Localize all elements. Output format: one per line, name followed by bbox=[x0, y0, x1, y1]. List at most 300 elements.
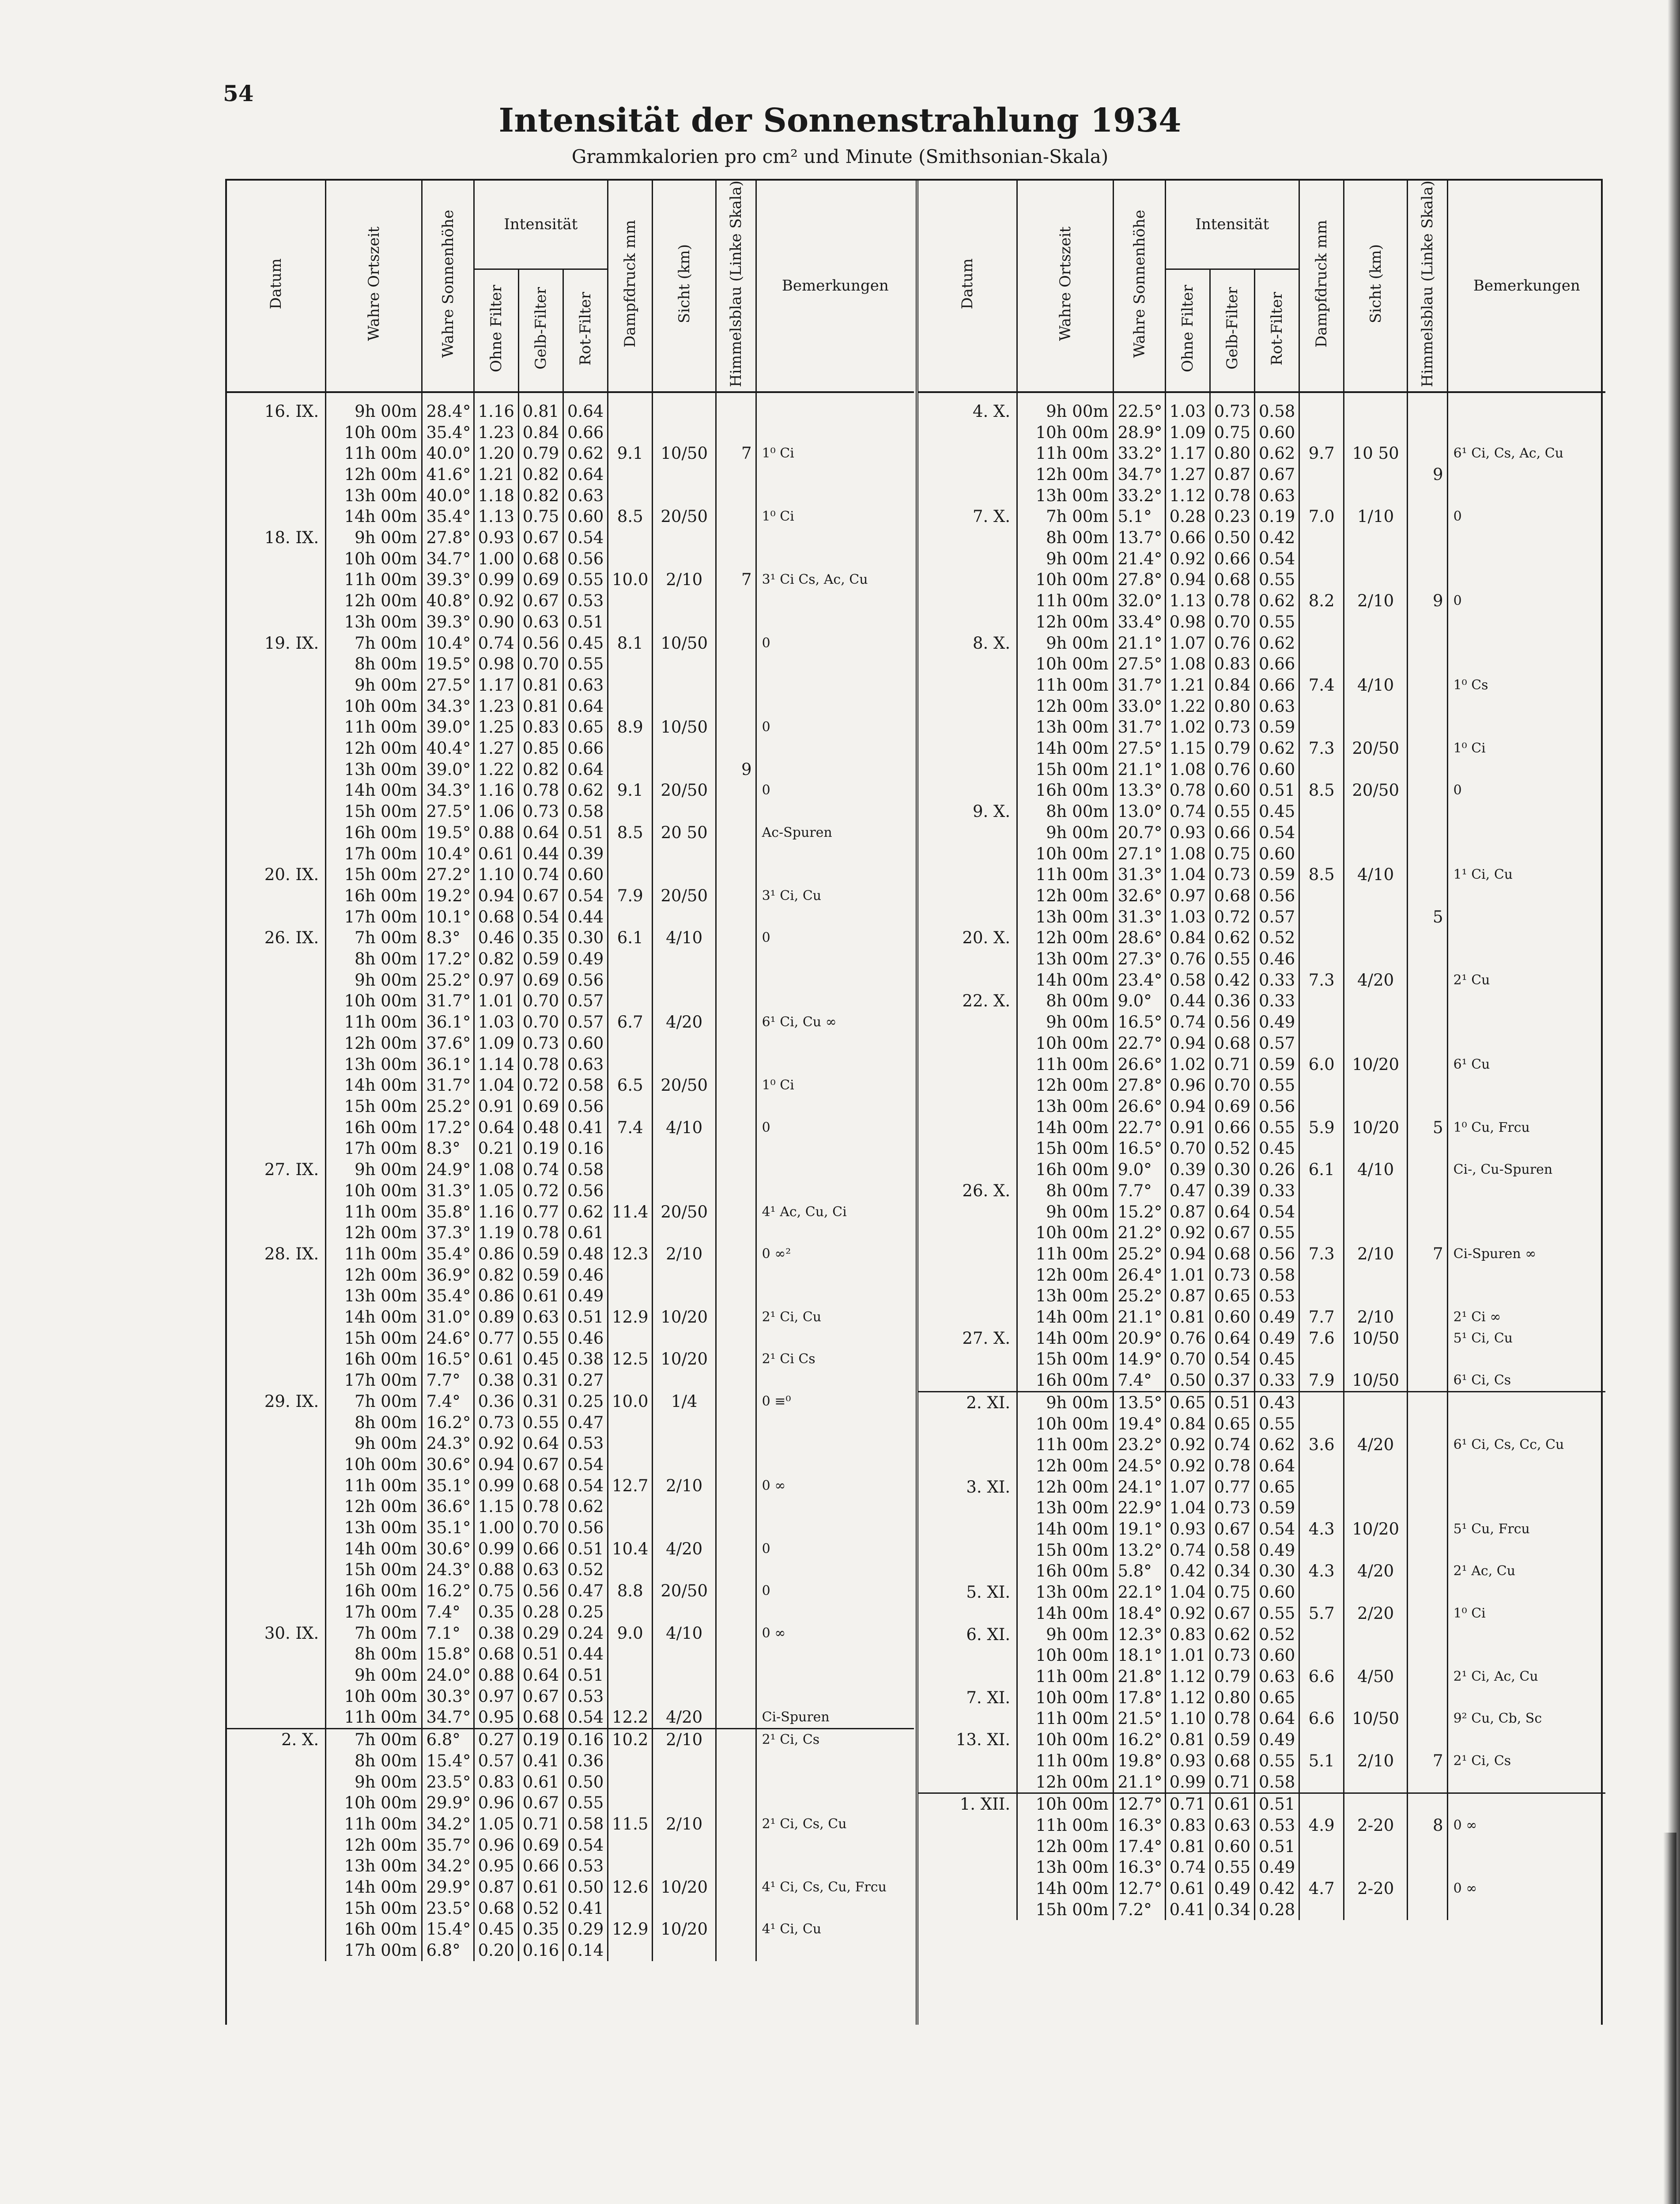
cell-ohne-filter: 0.96 bbox=[474, 1792, 518, 1814]
cell-sonnenhoehe: 16.5° bbox=[1114, 1012, 1165, 1033]
cell-dampfdruck: 5.1 bbox=[1299, 1750, 1344, 1772]
cell-sicht: 10/50 bbox=[1344, 1328, 1408, 1349]
cell-ohne-filter: 0.70 bbox=[1165, 1138, 1210, 1159]
cell-ohne-filter: 0.61 bbox=[474, 1349, 518, 1370]
cell-date bbox=[227, 801, 326, 822]
cell-ohne-filter: 1.04 bbox=[1165, 1582, 1210, 1603]
cell-rot-filter: 0.39 bbox=[563, 843, 608, 865]
cell-himmelsblau bbox=[1408, 970, 1448, 991]
header-gelb-filter: Gelb-Filter bbox=[518, 269, 563, 392]
cell-rot-filter: 0.59 bbox=[1254, 717, 1299, 738]
cell-dampfdruck bbox=[1299, 1540, 1344, 1561]
cell-rot-filter: 0.14 bbox=[563, 1940, 608, 1961]
cell-sicht bbox=[653, 548, 716, 570]
cell-dampfdruck bbox=[1299, 1414, 1344, 1435]
cell-himmelsblau bbox=[1408, 1159, 1448, 1180]
cell-ohne-filter: 1.02 bbox=[1165, 1054, 1210, 1075]
cell-dampfdruck: 12.9 bbox=[608, 1307, 653, 1328]
cell-ohne-filter: 1.12 bbox=[1165, 485, 1210, 507]
cell-date bbox=[227, 1033, 326, 1054]
cell-himmelsblau bbox=[716, 843, 756, 865]
table-half-left bbox=[227, 181, 914, 2025]
cell-sonnenhoehe: 21.1° bbox=[1114, 759, 1165, 780]
cell-bemerkungen bbox=[1447, 1202, 1605, 1223]
page-subtitle: Grammkalorien pro cm² und Minute (Smithsonian-Skala) bbox=[571, 146, 1109, 167]
cell-dampfdruck: 12.7 bbox=[608, 1475, 653, 1497]
cell-time: 16h 00m bbox=[326, 1117, 422, 1138]
cell-dampfdruck bbox=[1299, 464, 1344, 485]
cell-gelb-filter: 0.50 bbox=[1210, 527, 1254, 548]
cell-time: 13h 00m bbox=[1017, 1857, 1114, 1878]
cell-time: 10h 00m bbox=[326, 1180, 422, 1202]
cell-gelb-filter: 0.59 bbox=[518, 949, 563, 970]
cell-rot-filter: 0.50 bbox=[563, 1877, 608, 1898]
table-row bbox=[227, 738, 914, 759]
cell-sonnenhoehe: 35.4° bbox=[422, 1244, 474, 1265]
cell-gelb-filter: 0.29 bbox=[518, 1623, 563, 1644]
cell-time: 14h 00m bbox=[1017, 1878, 1114, 1899]
cell-ohne-filter: 1.04 bbox=[1165, 864, 1210, 885]
cell-sonnenhoehe: 9.0° bbox=[1114, 1159, 1165, 1180]
cell-ohne-filter: 0.68 bbox=[474, 1898, 518, 1919]
cell-rot-filter: 0.52 bbox=[1254, 1624, 1299, 1645]
cell-ohne-filter: 0.94 bbox=[1165, 569, 1210, 590]
cell-time: 10h 00m bbox=[1017, 1729, 1114, 1750]
cell-ohne-filter: 1.03 bbox=[1165, 392, 1210, 422]
cell-time: 12h 00m bbox=[326, 590, 422, 612]
cell-gelb-filter: 0.68 bbox=[1210, 1750, 1254, 1772]
cell-sicht bbox=[1344, 1138, 1408, 1159]
cell-dampfdruck bbox=[608, 1602, 653, 1623]
cell-sonnenhoehe: 31.0° bbox=[422, 1307, 474, 1328]
cell-time: 11h 00m bbox=[1017, 1244, 1114, 1265]
cell-gelb-filter: 0.56 bbox=[518, 633, 563, 654]
cell-sonnenhoehe: 24.5° bbox=[1114, 1455, 1165, 1477]
cell-date bbox=[918, 1899, 1017, 1920]
cell-rot-filter: 0.55 bbox=[563, 569, 608, 590]
cell-dampfdruck bbox=[1299, 1138, 1344, 1159]
cell-himmelsblau bbox=[1408, 485, 1448, 507]
cell-sicht bbox=[653, 696, 716, 717]
cell-time: 14h 00m bbox=[326, 1075, 422, 1096]
cell-himmelsblau bbox=[716, 1033, 756, 1054]
cell-gelb-filter: 0.35 bbox=[518, 927, 563, 949]
cell-dampfdruck: 7.9 bbox=[608, 885, 653, 907]
cell-ohne-filter: 0.95 bbox=[474, 1707, 518, 1728]
cell-dampfdruck bbox=[608, 612, 653, 633]
cell-sonnenhoehe: 5.1° bbox=[1114, 506, 1165, 527]
cell-sicht bbox=[1344, 1645, 1408, 1666]
cell-gelb-filter: 0.70 bbox=[518, 1012, 563, 1033]
cell-gelb-filter: 0.68 bbox=[518, 1475, 563, 1497]
cell-time: 8h 00m bbox=[326, 654, 422, 675]
cell-himmelsblau bbox=[716, 1433, 756, 1454]
cell-dampfdruck bbox=[608, 801, 653, 822]
table-row bbox=[918, 907, 1605, 928]
cell-dampfdruck bbox=[1299, 1836, 1344, 1857]
cell-date bbox=[227, 990, 326, 1012]
cell-sonnenhoehe: 24.3° bbox=[422, 1433, 474, 1454]
cell-rot-filter: 0.54 bbox=[563, 527, 608, 548]
cell-date bbox=[227, 1180, 326, 1202]
cell-time: 14h 00m bbox=[326, 1877, 422, 1898]
cell-date bbox=[918, 696, 1017, 717]
table-row bbox=[918, 801, 1605, 822]
cell-rot-filter: 0.49 bbox=[563, 949, 608, 970]
cell-sonnenhoehe: 21.8° bbox=[1114, 1666, 1165, 1687]
cell-gelb-filter: 0.48 bbox=[518, 1117, 563, 1138]
cell-dampfdruck bbox=[608, 1559, 653, 1580]
cell-dampfdruck bbox=[1299, 422, 1344, 443]
cell-sonnenhoehe: 27.5° bbox=[1114, 654, 1165, 675]
cell-date bbox=[227, 1202, 326, 1223]
cell-date bbox=[918, 1054, 1017, 1075]
cell-sonnenhoehe: 35.1° bbox=[422, 1475, 474, 1497]
cell-gelb-filter: 0.61 bbox=[518, 1772, 563, 1793]
cell-dampfdruck bbox=[608, 1686, 653, 1707]
cell-date bbox=[918, 464, 1017, 485]
cell-sonnenhoehe: 10.4° bbox=[422, 633, 474, 654]
cell-sicht bbox=[1344, 1729, 1408, 1750]
cell-gelb-filter: 0.70 bbox=[518, 654, 563, 675]
table-row bbox=[918, 1222, 1605, 1244]
table-row bbox=[918, 1075, 1605, 1096]
cell-date bbox=[227, 1012, 326, 1033]
cell-sicht bbox=[653, 1835, 716, 1856]
cell-bemerkungen bbox=[756, 1559, 914, 1580]
cell-time: 12h 00m bbox=[1017, 696, 1114, 717]
cell-bemerkungen bbox=[756, 1454, 914, 1475]
cell-date: 2. XI. bbox=[918, 1391, 1017, 1413]
cell-sicht bbox=[1344, 1793, 1408, 1815]
cell-time: 16h 00m bbox=[326, 1580, 422, 1602]
cell-time: 9h 00m bbox=[1017, 1624, 1114, 1645]
cell-time: 10h 00m bbox=[1017, 1793, 1114, 1815]
cell-himmelsblau bbox=[716, 738, 756, 759]
cell-bemerkungen bbox=[1447, 696, 1605, 717]
table-row bbox=[227, 1559, 914, 1580]
table-row bbox=[227, 864, 914, 885]
cell-himmelsblau bbox=[716, 1919, 756, 1940]
cell-time: 15h 00m bbox=[326, 1898, 422, 1919]
table-row bbox=[227, 1835, 914, 1856]
cell-ohne-filter: 0.57 bbox=[474, 1750, 518, 1772]
cell-sonnenhoehe: 24.0° bbox=[422, 1665, 474, 1686]
cell-himmelsblau bbox=[716, 1707, 756, 1728]
cell-gelb-filter: 0.81 bbox=[518, 675, 563, 696]
cell-gelb-filter: 0.68 bbox=[1210, 1244, 1254, 1265]
cell-gelb-filter: 0.42 bbox=[1210, 970, 1254, 991]
cell-gelb-filter: 0.83 bbox=[1210, 654, 1254, 675]
cell-time: 11h 00m bbox=[1017, 1054, 1114, 1075]
cell-rot-filter: 0.58 bbox=[1254, 1772, 1299, 1793]
cell-sicht bbox=[653, 1433, 716, 1454]
cell-himmelsblau bbox=[1408, 1414, 1448, 1435]
cell-gelb-filter: 0.75 bbox=[518, 506, 563, 527]
cell-ohne-filter: 0.92 bbox=[1165, 1434, 1210, 1455]
cell-bemerkungen bbox=[1447, 569, 1605, 590]
cell-ohne-filter: 1.04 bbox=[474, 1075, 518, 1096]
table-row bbox=[918, 738, 1605, 759]
cell-sicht bbox=[653, 759, 716, 780]
cell-ohne-filter: 1.23 bbox=[474, 696, 518, 717]
cell-sicht bbox=[653, 1856, 716, 1877]
cell-dampfdruck: 5.7 bbox=[1299, 1603, 1344, 1624]
cell-dampfdruck bbox=[608, 1856, 653, 1877]
cell-time: 12h 00m bbox=[1017, 927, 1114, 949]
cell-gelb-filter: 0.76 bbox=[1210, 759, 1254, 780]
cell-sonnenhoehe: 19.5° bbox=[422, 822, 474, 843]
cell-bemerkungen: 0 ∞² bbox=[762, 1246, 791, 1262]
cell-rot-filter: 0.51 bbox=[563, 1539, 608, 1560]
cell-sonnenhoehe: 41.6° bbox=[422, 464, 474, 485]
cell-himmelsblau bbox=[716, 1940, 756, 1961]
cell-himmelsblau bbox=[716, 801, 756, 822]
cell-ohne-filter: 0.27 bbox=[474, 1729, 518, 1750]
cell-rot-filter: 0.58 bbox=[563, 1814, 608, 1835]
cell-rot-filter: 0.60 bbox=[1254, 843, 1299, 865]
cell-sicht bbox=[653, 949, 716, 970]
cell-date bbox=[227, 1665, 326, 1686]
cell-sicht: 2/10 bbox=[1344, 1244, 1408, 1265]
cell-date bbox=[918, 1434, 1017, 1455]
cell-sicht: 2/10 bbox=[653, 1475, 716, 1497]
table-row bbox=[227, 506, 914, 527]
cell-sonnenhoehe: 12.7° bbox=[1114, 1793, 1165, 1815]
cell-bemerkungen bbox=[756, 1328, 914, 1349]
cell-himmelsblau bbox=[716, 1012, 756, 1033]
cell-himmelsblau bbox=[1408, 506, 1448, 527]
cell-rot-filter: 0.51 bbox=[563, 1665, 608, 1686]
cell-sonnenhoehe: 30.3° bbox=[422, 1686, 474, 1707]
cell-gelb-filter: 0.64 bbox=[518, 1665, 563, 1686]
cell-date bbox=[227, 675, 326, 696]
cell-dampfdruck bbox=[1299, 392, 1344, 422]
cell-rot-filter: 0.55 bbox=[1254, 569, 1299, 590]
cell-ohne-filter: 1.01 bbox=[474, 990, 518, 1012]
cell-dampfdruck bbox=[1299, 949, 1344, 970]
cell-gelb-filter: 0.73 bbox=[518, 1033, 563, 1054]
cell-time: 17h 00m bbox=[326, 1940, 422, 1961]
cell-dampfdruck bbox=[1299, 1582, 1344, 1603]
table-row bbox=[918, 654, 1605, 675]
cell-time: 16h 00m bbox=[1017, 780, 1114, 801]
cell-date bbox=[227, 717, 326, 738]
cell-date: 26. IX. bbox=[227, 927, 326, 949]
table-row bbox=[918, 1666, 1605, 1687]
cell-bemerkungen bbox=[756, 548, 914, 570]
cell-sicht bbox=[653, 464, 716, 485]
cell-sonnenhoehe: 26.6° bbox=[1114, 1054, 1165, 1075]
cell-rot-filter: 0.56 bbox=[1254, 885, 1299, 907]
cell-ohne-filter: 0.39 bbox=[1165, 1159, 1210, 1180]
cell-gelb-filter: 0.76 bbox=[1210, 633, 1254, 654]
cell-gelb-filter: 0.51 bbox=[1210, 1391, 1254, 1413]
cell-gelb-filter: 0.51 bbox=[518, 1644, 563, 1665]
cell-gelb-filter: 0.75 bbox=[1210, 1582, 1254, 1603]
cell-gelb-filter: 0.61 bbox=[518, 1285, 563, 1307]
cell-dampfdruck: 6.6 bbox=[1299, 1666, 1344, 1687]
cell-gelb-filter: 0.52 bbox=[1210, 1138, 1254, 1159]
cell-ohne-filter: 0.92 bbox=[474, 590, 518, 612]
cell-rot-filter: 0.62 bbox=[1254, 738, 1299, 759]
cell-sicht bbox=[1344, 422, 1408, 443]
table-row bbox=[918, 927, 1605, 949]
table-row bbox=[227, 569, 914, 590]
cell-dampfdruck: 7.7 bbox=[1299, 1307, 1344, 1328]
cell-sicht: 4/10 bbox=[653, 927, 716, 949]
cell-dampfdruck: 8.5 bbox=[608, 822, 653, 843]
cell-dampfdruck: 7.3 bbox=[1299, 738, 1344, 759]
cell-date bbox=[227, 1856, 326, 1877]
cell-dampfdruck: 4.3 bbox=[1299, 1519, 1344, 1540]
cell-date: 7. X. bbox=[918, 506, 1017, 527]
cell-sonnenhoehe: 9.0° bbox=[1114, 990, 1165, 1012]
cell-date bbox=[918, 1012, 1017, 1033]
cell-sicht bbox=[1344, 654, 1408, 675]
cell-bemerkungen bbox=[756, 1856, 914, 1877]
cell-sicht bbox=[653, 843, 716, 865]
cell-gelb-filter: 0.75 bbox=[1210, 843, 1254, 865]
cell-ohne-filter: 0.76 bbox=[1165, 1328, 1210, 1349]
cell-rot-filter: 0.30 bbox=[1254, 1561, 1299, 1582]
cell-sicht bbox=[653, 1644, 716, 1665]
table-row bbox=[227, 822, 914, 843]
cell-gelb-filter: 0.67 bbox=[1210, 1222, 1254, 1244]
table-row bbox=[918, 1708, 1605, 1729]
cell-rot-filter: 0.58 bbox=[1254, 392, 1299, 422]
cell-date bbox=[227, 1898, 326, 1919]
cell-date bbox=[227, 1750, 326, 1772]
cell-bemerkungen bbox=[1447, 717, 1605, 738]
cell-gelb-filter: 0.31 bbox=[518, 1391, 563, 1412]
cell-dampfdruck bbox=[608, 485, 653, 507]
cell-date bbox=[227, 822, 326, 843]
cell-rot-filter: 0.16 bbox=[563, 1729, 608, 1750]
cell-rot-filter: 0.65 bbox=[563, 717, 608, 738]
cell-time: 11h 00m bbox=[326, 1814, 422, 1835]
cell-bemerkungen: 1⁰ Cu, Frcu bbox=[1453, 1119, 1530, 1135]
cell-rot-filter: 0.45 bbox=[563, 633, 608, 654]
cell-time: 9h 00m bbox=[1017, 1202, 1114, 1223]
cell-bemerkungen bbox=[756, 949, 914, 970]
cell-time: 13h 00m bbox=[1017, 1285, 1114, 1307]
table-row bbox=[918, 1012, 1605, 1033]
cell-bemerkungen bbox=[756, 864, 914, 885]
cell-date: 9. X. bbox=[918, 801, 1017, 822]
cell-rot-filter: 0.46 bbox=[563, 1265, 608, 1286]
cell-time: 11h 00m bbox=[326, 1707, 422, 1728]
cell-time: 11h 00m bbox=[1017, 1434, 1114, 1455]
cell-bemerkungen bbox=[1447, 1729, 1605, 1750]
cell-sicht bbox=[653, 970, 716, 991]
table-row bbox=[227, 990, 914, 1012]
cell-sicht bbox=[653, 1686, 716, 1707]
cell-dampfdruck bbox=[1299, 1033, 1344, 1054]
cell-dampfdruck bbox=[1299, 1645, 1344, 1666]
cell-sonnenhoehe: 39.3° bbox=[422, 612, 474, 633]
cell-sonnenhoehe: 19.8° bbox=[1114, 1750, 1165, 1772]
table-row bbox=[918, 1687, 1605, 1709]
cell-dampfdruck: 10.0 bbox=[608, 1391, 653, 1412]
cell-himmelsblau bbox=[716, 1835, 756, 1856]
cell-rot-filter: 0.54 bbox=[563, 1475, 608, 1497]
cell-rot-filter: 0.54 bbox=[1254, 1519, 1299, 1540]
cell-sonnenhoehe: 8.3° bbox=[422, 1138, 474, 1159]
cell-gelb-filter: 0.72 bbox=[518, 1075, 563, 1096]
cell-rot-filter: 0.59 bbox=[1254, 1054, 1299, 1075]
table-row bbox=[918, 1540, 1605, 1561]
cell-rot-filter: 0.27 bbox=[563, 1370, 608, 1391]
cell-rot-filter: 0.56 bbox=[563, 970, 608, 991]
cell-time: 13h 00m bbox=[326, 1054, 422, 1075]
cell-rot-filter: 0.56 bbox=[563, 1517, 608, 1539]
cell-date bbox=[918, 675, 1017, 696]
cell-ohne-filter: 0.21 bbox=[474, 1138, 518, 1159]
cell-sonnenhoehe: 34.3° bbox=[422, 696, 474, 717]
cell-sonnenhoehe: 25.2° bbox=[422, 970, 474, 991]
cell-bemerkungen: 4¹ Ci, Cs, Cu, Frcu bbox=[762, 1879, 887, 1895]
cell-gelb-filter: 0.71 bbox=[1210, 1772, 1254, 1793]
cell-ohne-filter: 0.20 bbox=[474, 1940, 518, 1961]
cell-gelb-filter: 0.73 bbox=[1210, 717, 1254, 738]
cell-bemerkungen bbox=[756, 801, 914, 822]
cell-bemerkungen bbox=[1447, 548, 1605, 570]
header-sicht: Sicht (km) bbox=[1344, 181, 1408, 392]
cell-himmelsblau bbox=[1408, 1603, 1448, 1624]
cell-time: 15h 00m bbox=[326, 1096, 422, 1117]
cell-date bbox=[227, 1307, 326, 1328]
cell-dampfdruck: 12.6 bbox=[608, 1877, 653, 1898]
cell-date bbox=[918, 1202, 1017, 1223]
cell-date bbox=[227, 1285, 326, 1307]
cell-sonnenhoehe: 24.1° bbox=[1114, 1477, 1165, 1498]
table-row bbox=[918, 392, 1605, 422]
cell-date: 22. X. bbox=[918, 990, 1017, 1012]
cell-ohne-filter: 0.92 bbox=[1165, 548, 1210, 570]
cell-gelb-filter: 0.69 bbox=[518, 970, 563, 991]
cell-rot-filter: 0.60 bbox=[563, 506, 608, 527]
cell-sicht: 20/50 bbox=[653, 1075, 716, 1096]
cell-sicht bbox=[1344, 1455, 1408, 1477]
cell-time: 17h 00m bbox=[326, 907, 422, 928]
cell-himmelsblau bbox=[716, 970, 756, 991]
cell-sicht: 4/10 bbox=[1344, 675, 1408, 696]
cell-sonnenhoehe: 35.4° bbox=[422, 506, 474, 527]
cell-dampfdruck bbox=[1299, 717, 1344, 738]
cell-bemerkungen: 2¹ Cu bbox=[1453, 972, 1490, 988]
cell-rot-filter: 0.62 bbox=[1254, 633, 1299, 654]
table-row bbox=[227, 1940, 914, 1961]
table-row bbox=[227, 485, 914, 507]
cell-date bbox=[227, 780, 326, 801]
table-row bbox=[918, 1202, 1605, 1223]
cell-ohne-filter: 1.10 bbox=[474, 864, 518, 885]
cell-sicht bbox=[1344, 1265, 1408, 1286]
cell-ohne-filter: 1.07 bbox=[1165, 1477, 1210, 1498]
cell-rot-filter: 0.64 bbox=[563, 759, 608, 780]
cell-himmelsblau bbox=[716, 1665, 756, 1686]
table-row bbox=[918, 1054, 1605, 1075]
cell-time: 16h 00m bbox=[326, 1349, 422, 1370]
cell-sicht bbox=[1344, 1285, 1408, 1307]
cell-rot-filter: 0.49 bbox=[1254, 1857, 1299, 1878]
cell-ohne-filter: 0.46 bbox=[474, 927, 518, 949]
cell-date bbox=[918, 1666, 1017, 1687]
table-row bbox=[227, 1475, 914, 1497]
cell-ohne-filter: 0.92 bbox=[1165, 1455, 1210, 1477]
cell-himmelsblau bbox=[1408, 949, 1448, 970]
